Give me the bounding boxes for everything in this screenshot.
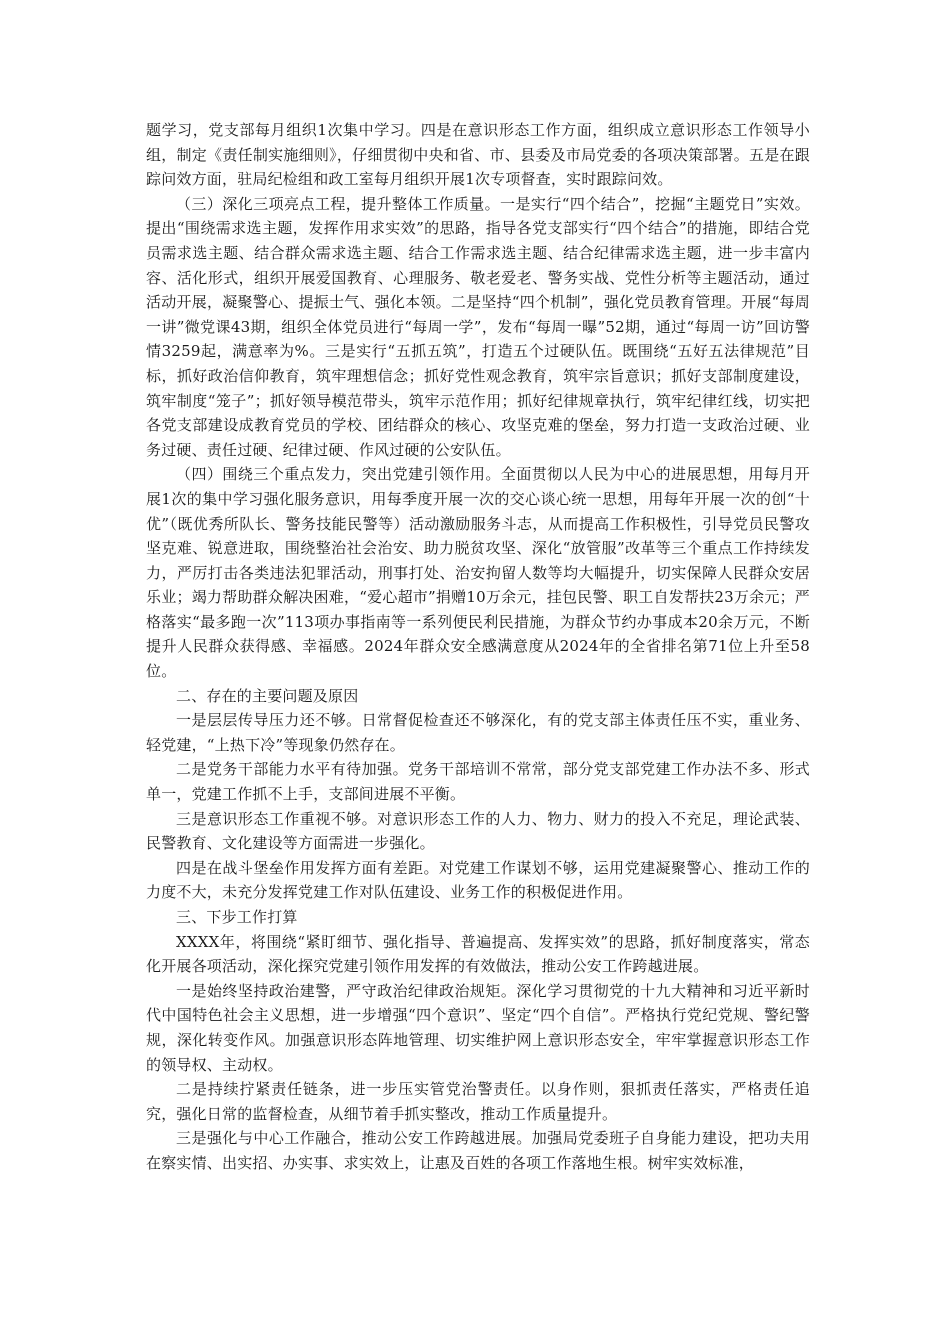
paragraph-section-1-4: （四）围绕三个重点发力，突出党建引领作用。全面贯彻以人民为中心的进展思想，用每月开展1次的集中学习强化服务意识，用每季度开展一次的交心谈心统一思想，用每年开展一次的创“十优”（既优秀所队长、警务技能民警等）活动激励服务斗志，从而提高工作积极性，引导党员民警攻坚克难、锐意进取，围绕整治社会治安、助力脱贫攻坚、深化“放管服”改革等三个重点工作持续发力，严厉打击各类违法犯罪活动，刑事打处、治安拘留人数等均大幅提升，切实保障人民群众安居乐业；竭力帮助群众解决困难，“爱心超市”捐赠10万余元，挂包民警、职工自发帮扶23万余元；严格落实“最多跑一次”113项办事指南等一系列便民利民措施，为群众节约办事成本20余万元，不断提升人民群众获得感、幸福感。2024年群众安全感满意度从2024年的全省排名第71位上升至58位。: [146, 465, 810, 681]
problem-item-1: 一是层层传导压力还不够。日常督促检查还不够深化，有的党支部主体责任压不实，重业务、轻党建，“上热下冷”等现象仍然存在。: [146, 711, 810, 754]
paragraph-continuation: 题学习，党支部每月组织1次集中学习。四是在意识形态工作方面，组织成立意识形态工作领导小组，制定《责任制实施细则》，仔细贯彻中央和省、市、县委及市局党委的各项决策部署。五是在跟踪问效方面，驻局纪检组和政工室每月组织开展1次专项督查，实时跟踪问效。: [146, 121, 810, 189]
section-heading-2: 二、存在的主要问题及原因: [176, 686, 359, 705]
paragraph-section-1-3: （三）深化三项亮点工程，提升整体工作质量。一是实行“四个结合”，挖掘“主题党日”实效。提出“围绕需求选主题，发挥作用求实效”的思路，指导各党支部实行“四个结合”的措施，即结合党员需求选主题、结合群众需求选主题、结合工作需求选主题、结合纪律需求选主题，进一步丰富内容、活化形式，组织开展爱国教育、心理服务、敬老爱老、警务实战、党性分析等主题活动，通过活动开展，凝聚警心、提振士气、强化本领。二是坚持“四个机制”，强化党员教育管理。开展“每周一讲”微党课43期，组织全体党员进行“每周一学”，发布“每周一曝”52期，通过“每周一访”回访警情3259起，满意率为%。三是实行“五抓五筑”，打造五个过硬队伍。既围绕“五好五法律规范”目标，抓好政治信仰教育，筑牢理想信念；抓好党性观念教育，筑牢宗旨意识；抓好支部制度建设，筑牢制度“笼子”；抓好领导模范带头，筑牢示范作用；抓好纪律规章执行，筑牢纪律红线，切实把各党支部建设成教育党员的学校、团结群众的核心、攻坚克难的堡垒，努力打造一支政治过硬、业务过硬、责任过硬、纪律过硬、作风过硬的公安队伍。: [146, 194, 810, 459]
document-body: [146, 118, 810, 1176]
problem-item-2: 二是党务干部能力水平有待加强。党务干部培训不常常，部分党支部党建工作办法不多、形式单一，党建工作抓不上手，支部间进展不平衡。: [146, 760, 810, 804]
plan-intro: XXXX年，将围绕“紧盯细节、强化指导、普遍提高、发挥实效”的思路，抓好制度落实，常态化开展各项活动，深化探究党建引领作用发挥的有效做法，推动公安工作跨越进展。: [146, 932, 810, 976]
problem-item-3: 三是意识形态工作重视不够。对意识形态工作的人力、物力、财力的投入不充足，理论武装、民警教育、文化建设等方面需进一步强化。: [146, 809, 810, 853]
plan-item-2: 二是持续拧紧责任链条，进一步压实管党治警责任。以身作则，狠抓责任落实，严格责任追究，强化日常的监督检查，从细节着手抓实整改，推动工作质量提升。: [146, 1080, 810, 1123]
section-heading-3: 三、下步工作打算: [176, 908, 298, 926]
plan-item-3: 三是强化与中心工作融合，推动公安工作跨越进展。加强局党委班子自身能力建设，把功夫用在察实情、出实招、办实事、求实效上，让惠及百姓的各项工作落地生根。树牢实效标准，: [146, 1129, 810, 1172]
problem-item-4: 四是在战斗堡垒作用发挥方面有差距。对党建工作谋划不够，运用党建凝聚警心、推动工作的力度不大，未充分发挥党建工作对队伍建设、业务工作的积极促进作用。: [146, 858, 810, 902]
plan-item-1: 一是始终坚持政治建警，严守政治纪律政治规矩。深化学习贯彻党的十九大精神和习近平新时代中国特色社会主义思想，进一步增强“四个意识”、坚定“四个自信”。严格执行党纪党规、警纪警规，深化转变作风。加强意识形态阵地管理、切实维护网上意识形态安全，牢牢掌握意识形态工作的领导权、主动权。: [146, 981, 810, 1074]
